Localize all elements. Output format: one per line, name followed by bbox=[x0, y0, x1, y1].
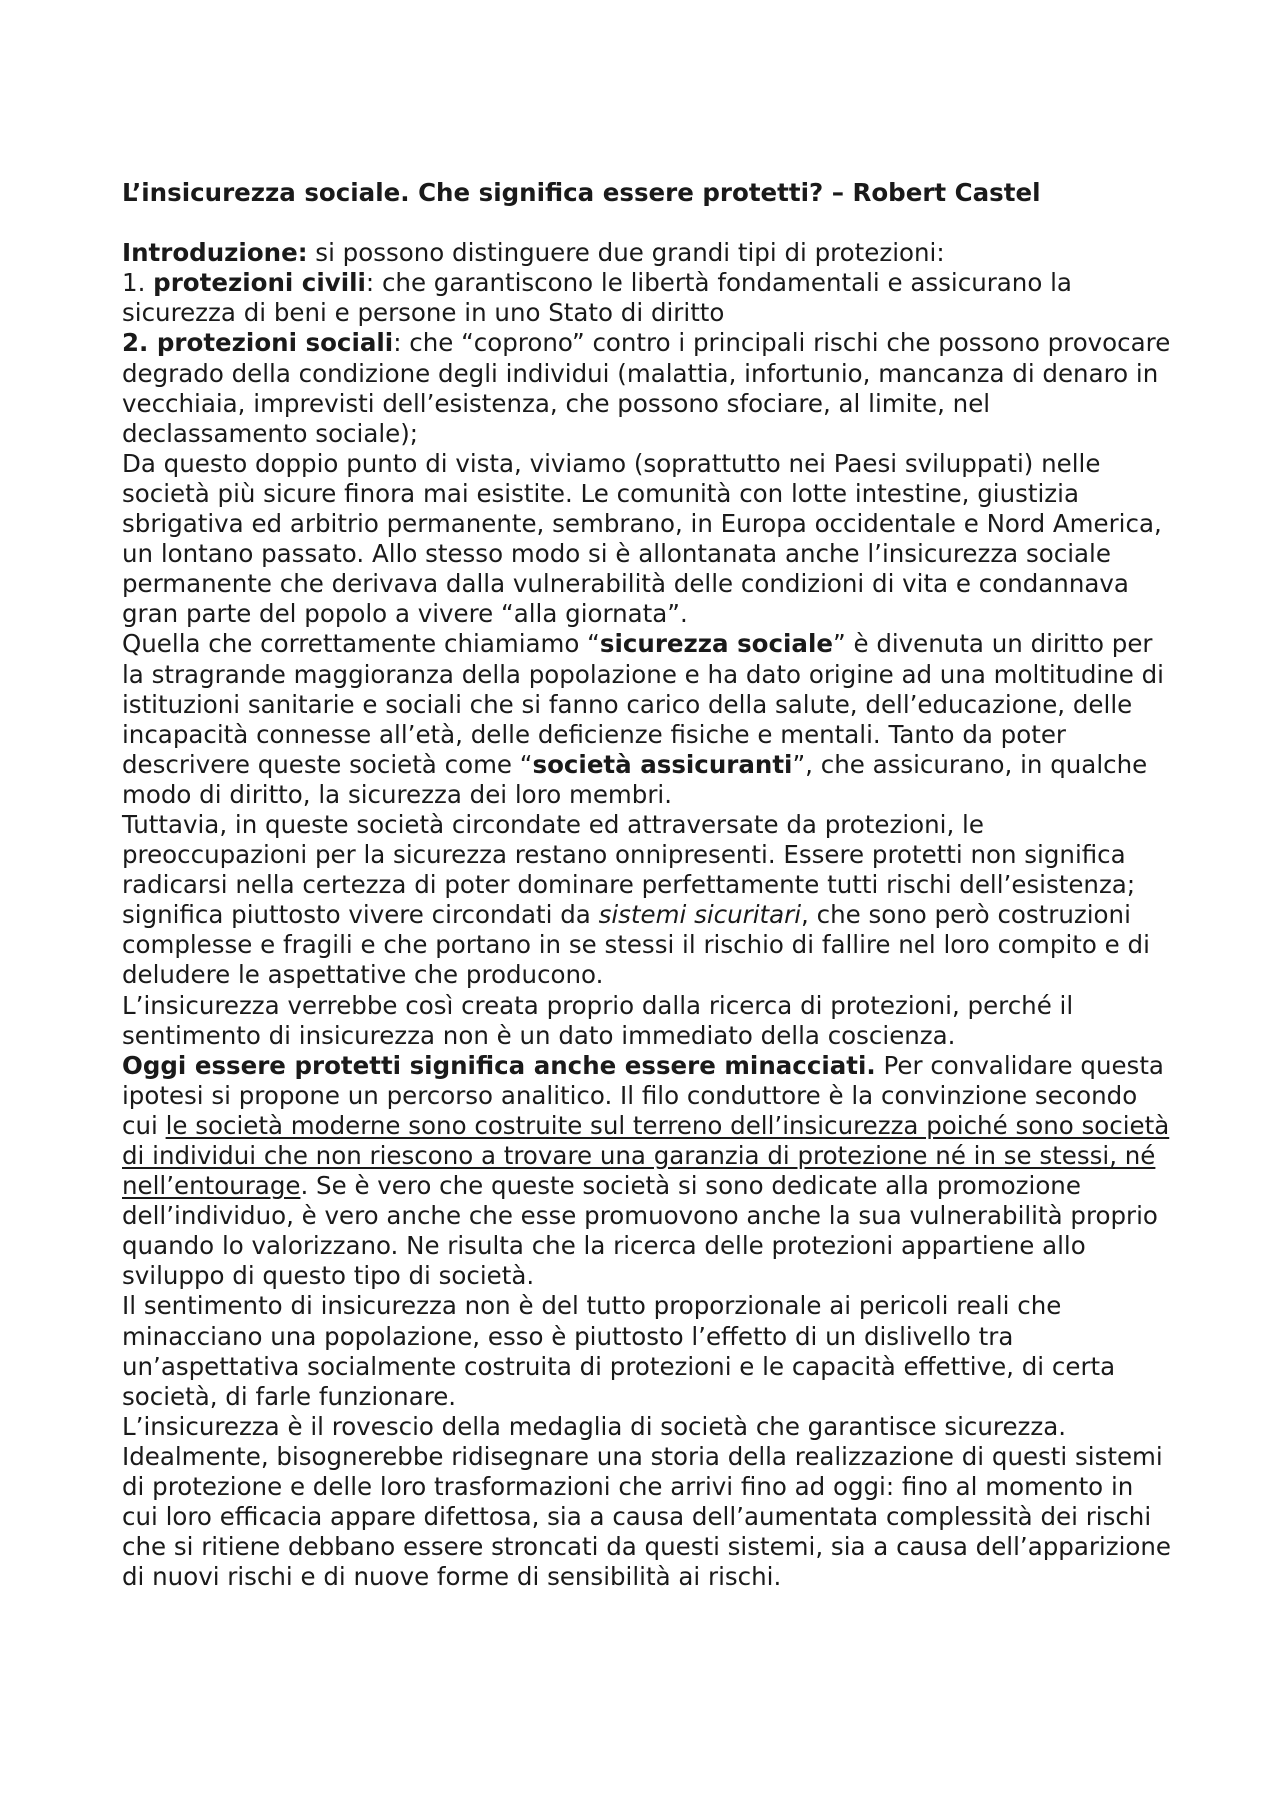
item1-number: 1. bbox=[122, 268, 154, 298]
paragraph bbox=[122, 810, 1172, 991]
item2-text: : che “coprono” contro i principali rischi che possono provocare degrado della condizione degli individui (malattia, infortunio, mancanza di denaro in vecchiaia, imprevisti dell’esistenza, che possono sfociare, al limite, nel declassamento sociale); bbox=[122, 328, 1171, 448]
text-run: Tuttavia, in queste società circondate ed attraversate da protezioni, le preoccupazioni per la sicurezza restano onnipresenti. Essere protetti non significa radicarsi nella certezza di poter dominare perfettamente tutti rischi dell’esistenza; significa piuttosto vivere circondati da bbox=[122, 809, 1136, 930]
underlined-statement: le società moderne sono costruite sul terreno dell’insicurezza poiché sono società di individui che non riescono a trovare una garanzia di protezione né in se stessi, né nell’entourage bbox=[122, 1110, 1170, 1201]
intro-label: Introduzione: bbox=[122, 238, 308, 268]
paragraph: L’insicurezza verrebbe così creata proprio dalla ricerca di protezioni, perché il sentimento di insicurezza non è un dato immediato della coscienza. bbox=[122, 990, 1074, 1050]
text-run: . Se è vero che queste società si sono dedicate alla promozione dell’individuo, è vero anche che esse promuovono anche la sua vulnerabilità proprio quando lo valorizzano. Ne risulta che la ricerca delle protezioni appartiene allo sviluppo di questo tipo di società. bbox=[122, 1171, 1158, 1291]
list-item-social-protections bbox=[122, 328, 1172, 448]
text-run: ” è divenuta un diritto per la stragrande maggioranza della popolazione e ha dato origine ad una moltitudine di istituzioni sanitarie e sociali che si fanno carico della salute, dell’educazione, delle incapacità connesse all’età, delle deficienze fisiche e mentali. Tanto da poter descrivere queste società come “ bbox=[122, 629, 1164, 779]
item1-label: protezioni civili bbox=[153, 268, 366, 298]
document-title: L’insicurezza sociale. Che significa essere protetti? – Robert Castel bbox=[122, 178, 1041, 207]
italic-term: sistemi sicuritari bbox=[598, 900, 802, 930]
paragraph bbox=[122, 629, 1172, 810]
bold-term: sicurezza sociale bbox=[599, 629, 833, 659]
paragraph: L’insicurezza è il rovescio della medaglia di società che garantisce sicurezza. Idealmente, bisognerebbe ridisegnare una storia della realizzazione di questi sistemi di protezione e delle loro trasformazioni che arrivi fino ad oggi: fino al momento in cui loro efficacia appare difettosa, sia a causa dell’aumentata complessità dei rischi che si ritiene debbano essere stroncati da questi sistemi, sia a causa dell’apparizione di nuovi rischi e di nuove forme di sensibilità ai rischi. bbox=[122, 1411, 1171, 1592]
text-run: Per convalidare questa ipotesi si propone un percorso analitico. Il filo conduttore è la convinzione secondo cui bbox=[122, 1050, 1164, 1140]
text-run: , che sono però costruzioni complesse e fragili e che portano in se stessi il rischio di fallire nel loro compito e di deludere le aspettative che producono. bbox=[122, 900, 1150, 990]
item1-text: : che garantiscono le libertà fondamentali e assicurano la sicurezza di beni e persone in uno Stato di diritto bbox=[122, 268, 1072, 328]
item2-label: 2. protezioni sociali bbox=[122, 328, 394, 358]
intro-text: si possono distinguere due grandi tipi di protezioni: bbox=[307, 238, 945, 268]
blank-line bbox=[122, 208, 1172, 238]
text-run: Quella che correttamente chiamiamo “ bbox=[122, 629, 600, 659]
list-item-civil-protections bbox=[122, 268, 1172, 328]
text-run: ”, che assicurano, in qualche modo di diritto, la sicurezza dei loro membri. bbox=[122, 749, 1148, 809]
bold-statement: Oggi essere protetti significa anche essere minacciati. bbox=[122, 1050, 876, 1080]
bold-term: società assicuranti bbox=[532, 749, 793, 779]
paragraph bbox=[122, 1051, 1172, 1292]
paragraph: Da questo doppio punto di vista, viviamo (soprattutto nei Paesi sviluppati) nelle società più sicure finora mai esistite. Le comunità con lotte intestine, giustizia sbrigativa ed arbitrio permanente, sembrano, in Europa occidentale e Nord America, un lontano passato. Allo stesso modo si è allontanata anche l’insicurezza sociale permanente che derivava dalla vulnerabilità delle condizioni di vita e condannava gran parte del popolo a vivere “alla giornata”. bbox=[122, 448, 1162, 629]
document-page bbox=[122, 178, 1172, 1592]
intro-line bbox=[122, 238, 1172, 268]
paragraph: Il sentimento di insicurezza non è del tutto proporzionale ai pericoli reali che minacciano una popolazione, esso è piuttosto l’effetto di un dislivello tra un’aspettativa socialmente costruita di protezioni e le capacità effettive, di certa società, di farle funzionare. bbox=[122, 1291, 1116, 1411]
